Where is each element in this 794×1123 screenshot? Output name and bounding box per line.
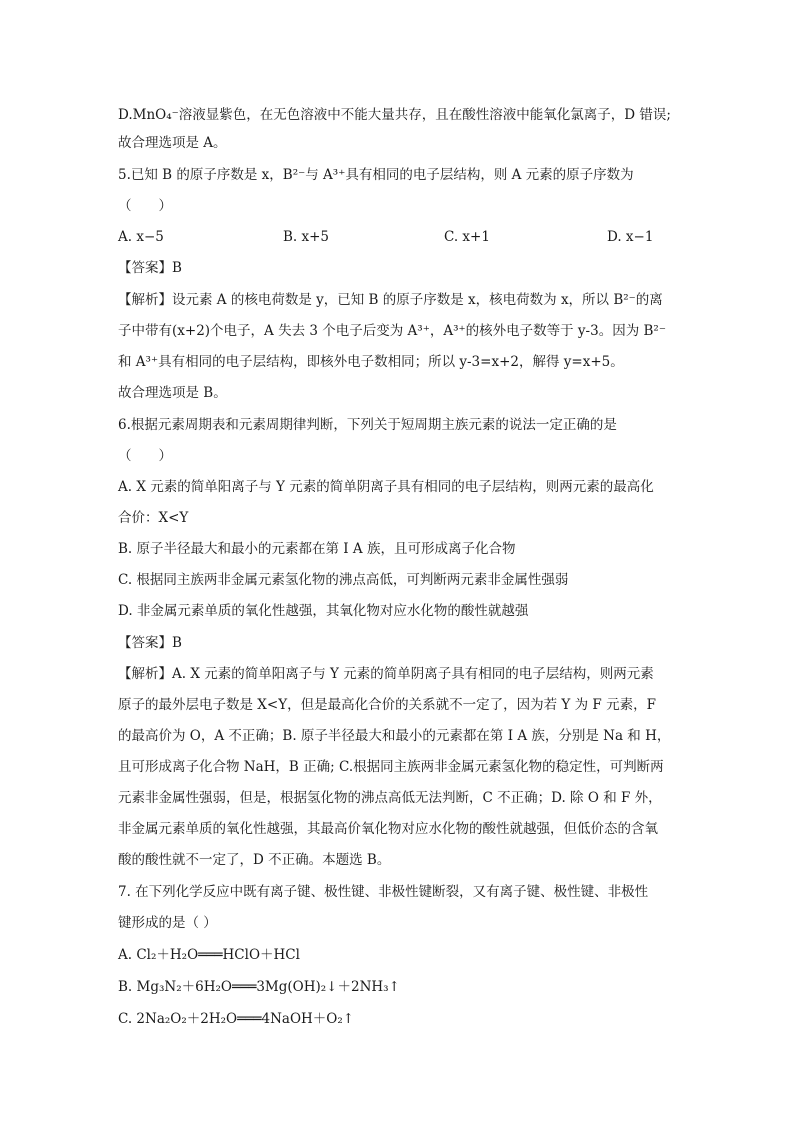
text-line: 故合理选项是 A。 xyxy=(118,135,227,151)
question-6-blank: （ ） xyxy=(118,448,172,464)
explanation-line: 子中带有(x+2)个电子，A 失去 3 个电子后变为 A³⁺，A³⁺的核外电子数等于 y-3。因为 B²⁻ xyxy=(118,323,666,339)
question-5-stem: 5.已知 B 的原子序数是 x，B²⁻与 A³⁺具有相同的电子层结构，则 A 元素的原子序数为 xyxy=(118,167,634,183)
option-c-equation: C. 2Na₂O₂＋2H₂O═══4NaOH＋O₂↑ xyxy=(118,1011,355,1027)
answer-label: 【答案】B xyxy=(118,260,182,276)
option-a-cont: 合价：X<Y xyxy=(118,510,189,526)
explanation-line: 且可形成离子化合物 NaH，B 正确; C.根据同主族两非金属元素氢化物的稳定性，可判断两 xyxy=(118,759,664,775)
question-7-stem: 7. 在下列化学反应中既有离子键、极性键、非极性键断裂，又有离子键、极性键、非极性 xyxy=(118,884,649,900)
explanation-line: 原子的最外层电子数是 X<Y，但是最高化合价的关系就不一定了，因为若 Y 为 F 元素，F xyxy=(118,697,656,713)
option-a-equation: A. Cl₂＋H₂O═══HClO＋HCl xyxy=(118,947,300,963)
option-b: B. 原子半径最大和最小的元素都在第 I A 族，且可形成离子化合物 xyxy=(118,541,516,557)
option-b-equation: B. Mg₃N₂＋6H₂O═══3Mg(OH)₂↓＋2NH₃↑ xyxy=(118,979,400,995)
explanation-line: 非金属元素单质的氧化性越强，其最高价氧化物对应水化物的酸性就越强，但低价态的含氧 xyxy=(118,821,658,837)
question-5-blank: （ ） xyxy=(118,198,172,214)
explanation-line: 和 A³⁺具有相同的电子层结构，即核外电子数相同；所以 y-3=x+2，解得 y=x+5。 xyxy=(118,354,624,370)
option-a: A. X 元素的简单阳离子与 Y 元素的简单阴离子具有相同的电子层结构，则两元素的最高化 xyxy=(118,479,654,495)
question-7-stem-cont: 键形成的是（ ） xyxy=(118,915,217,931)
option-d: D. 非金属元素单质的氧化性越强，其氧化物对应水化物的酸性就越强 xyxy=(118,603,529,619)
option-c: C. x+1 xyxy=(444,229,490,245)
text-line: D.MnO₄⁻溶液显紫色，在无色溶液中不能大量共存，且在酸性溶液中能氧化氯离子，D 错误; xyxy=(118,107,671,123)
option-a: A. x−5 xyxy=(118,229,164,245)
explanation-line: 【解析】A. X 元素的简单阳离子与 Y 元素的简单阴离子具有相同的电子层结构，则两元素 xyxy=(118,666,654,682)
question-5-options xyxy=(118,228,658,246)
answer-label: 【答案】B xyxy=(118,635,182,651)
explanation-line: 元素非金属性强弱，但是，根据氢化物的沸点高低无法判断，C 不正确；D. 除 O 和 F 外， xyxy=(118,790,662,806)
explanation-line: 【解析】设元素 A 的核电荷数是 y，已知 B 的原子序数是 x，核电荷数为 x，所以 B²⁻的离 xyxy=(118,292,663,308)
question-6-stem: 6.根据元素周期表和元素周期律判断，下列关于短周期主族元素的说法一定正确的是 xyxy=(118,417,617,433)
option-c: C. 根据同主族两非金属元素氢化物的沸点高低，可判断两元素非金属性强弱 xyxy=(118,572,569,588)
explanation-line: 酸的酸性就不一定了，D 不正确。本题选 B。 xyxy=(118,852,391,868)
text-line: 故合理选项是 B。 xyxy=(118,385,227,401)
option-d: D. x−1 xyxy=(607,229,654,245)
explanation-line: 的最高价为 O，A 不正确；B. 原子半径最大和最小的元素都在第 I A 族，分别是 Na 和 H， xyxy=(118,728,671,744)
option-b: B. x+5 xyxy=(283,229,330,245)
